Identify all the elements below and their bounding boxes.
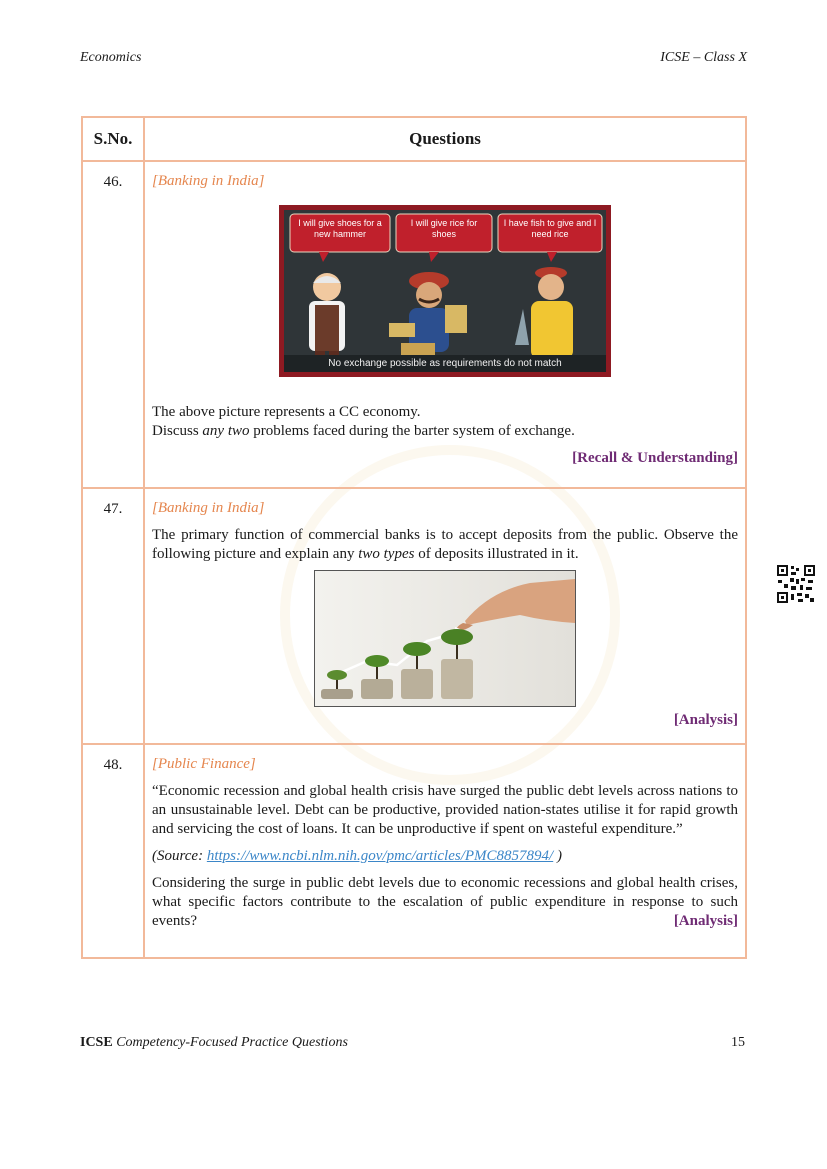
question-topic: [Public Finance] xyxy=(152,756,256,772)
question-text-line1: The above picture represents a CC economy. xyxy=(152,404,421,420)
question-cell xyxy=(144,161,746,488)
question-text: Considering the surge in public debt levels due to economic recessions and global health crises, what specific factors contribute to the escalation of public expenditure in response to such events? xyxy=(152,875,738,929)
bubble-fish: I have fish to give and I need rice xyxy=(503,218,597,239)
question-cell xyxy=(144,744,746,958)
source-close: ) xyxy=(553,848,562,864)
question-quote: “Economic recession and global health crisis have surged the public debt levels across nations to an unsustainable level. Debt can be productive, provided nation-states utilise it for rapid growth and servicing the cost of loans. It can be unproductive if spent on wasteful expenditure.” xyxy=(152,783,738,837)
question-source xyxy=(152,847,738,866)
table-row xyxy=(82,488,746,744)
question-text xyxy=(152,526,738,564)
table-row xyxy=(82,744,746,958)
question-tag: [Analysis] xyxy=(673,712,738,728)
question-tag: [Recall & Understanding] xyxy=(572,450,738,466)
qr-code-icon[interactable] xyxy=(776,564,816,604)
question-tag: [Analysis] xyxy=(673,913,738,929)
question-topic: [Banking in India] xyxy=(152,173,265,189)
header-class: ICSE – Class X xyxy=(660,50,747,65)
deposit-growth-illustration xyxy=(314,570,576,707)
footer-brand: ICSE xyxy=(80,1035,113,1050)
question-text-emphasis: two types xyxy=(358,546,415,562)
footer-title xyxy=(80,1035,348,1051)
question-topic: [Banking in India] xyxy=(152,500,265,516)
question-text-part: Discuss xyxy=(152,423,203,439)
row-number: 46. xyxy=(82,161,144,488)
question-text-emphasis: any two xyxy=(202,423,250,439)
bubble-shoes: I will give shoes for a new hammer xyxy=(298,218,382,239)
footer-subtitle: Competency-Focused Practice Questions xyxy=(112,1035,348,1050)
question-text-part: The primary function of commercial banks is to accept deposits from the public. Observe the following picture and explain any xyxy=(152,527,738,562)
barter-caption: No exchange possible as requirements do not match xyxy=(328,358,562,369)
table-header-row xyxy=(82,117,746,161)
col-sno-header: S.No. xyxy=(82,117,144,161)
source-link[interactable]: https://www.ncbi.nlm.nih.gov/pmc/articles/PMC8857894/ xyxy=(206,848,554,864)
bubble-rice: I will give rice for shoes xyxy=(410,218,478,239)
questions-table xyxy=(81,116,747,959)
question-text-part: problems faced during the barter system of exchange. xyxy=(249,423,575,439)
col-questions-header: Questions xyxy=(144,117,746,161)
question-text-line2 xyxy=(152,422,738,441)
header-subject: Economics xyxy=(80,50,142,65)
source-label: (Source: xyxy=(152,848,207,864)
row-number: 47. xyxy=(82,488,144,744)
table-row xyxy=(82,161,746,488)
barter-illustration xyxy=(279,205,611,377)
question-cell xyxy=(144,488,746,744)
row-number: 48. xyxy=(82,744,144,958)
page-number: 15 xyxy=(731,1035,745,1050)
question-text-part: of deposits illustrated in it. xyxy=(414,546,579,562)
